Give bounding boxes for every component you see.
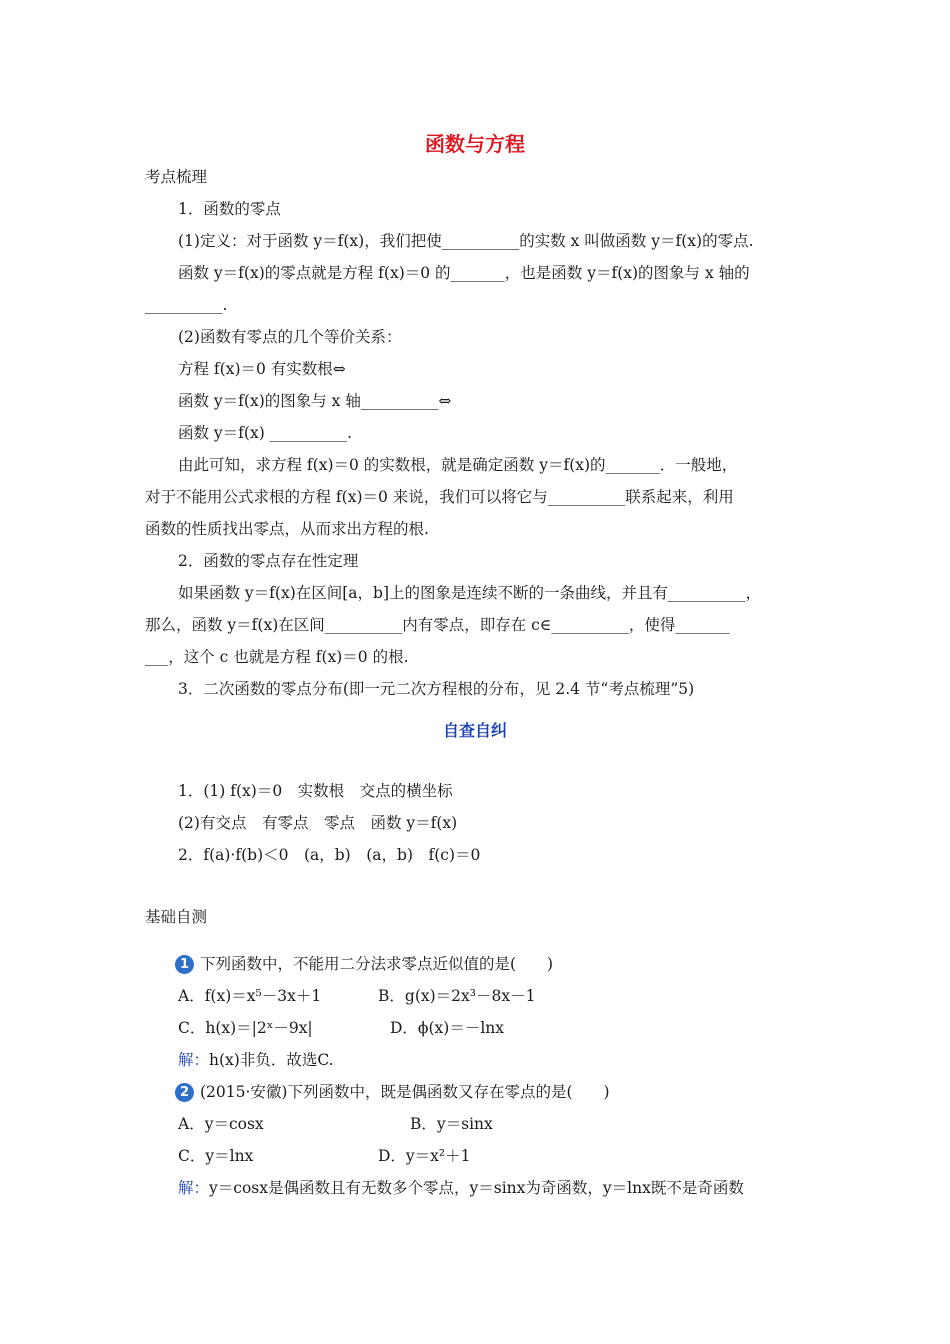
question-1	[175, 953, 553, 975]
self-check-title: 自查自纠	[442, 721, 507, 740]
text-line: 函数 y＝f(x)的图象与 x 轴__________⇔	[178, 392, 452, 410]
answer-line: (2)有交点 有零点 零点 函数 y＝f(x)	[178, 814, 458, 832]
text-line: 那么，函数 y＝f(x)在区间__________内有零点，即存在 c∈__________，使得_______	[145, 616, 730, 634]
heading-theorem: 2．函数的零点存在性定理	[178, 552, 359, 570]
option-b: B．y＝sinx	[410, 1115, 493, 1133]
heading-zero-point: 1．函数的零点	[178, 200, 281, 218]
solution-label: 解：	[178, 1179, 210, 1197]
solution-line	[178, 1177, 744, 1199]
section-basic-heading: 基础自测	[145, 908, 208, 926]
question-2	[175, 1081, 610, 1103]
answer-line: 1．(1) f(x)＝0 实数根 交点的横坐标	[178, 782, 453, 800]
section-review-heading: 考点梳理	[145, 168, 208, 186]
question-stem: 下列函数中，不能用二分法求零点近似值的是( )	[200, 955, 554, 973]
text-line: __________.	[145, 296, 228, 314]
option-d: D．ϕ(x)＝－lnx	[390, 1019, 505, 1037]
solution-label: 解：	[178, 1051, 210, 1069]
text-line: 方程 f(x)＝0 有实数根⇔	[178, 360, 346, 378]
text-line: 函数的性质找出零点，从而求出方程的根.	[145, 520, 429, 538]
text-line: 对于不能用公式求根的方程 f(x)＝0 来说，我们可以将它与__________联系起来，利用	[145, 488, 734, 506]
text-line: 函数 y＝f(x)的零点就是方程 f(x)＝0 的_______，也是函数 y＝f(x)的图象与 x 轴的	[178, 264, 750, 282]
text-line: ___，这个 c 也就是方程 f(x)＝0 的根.	[145, 648, 409, 666]
text-line: 由此可知，求方程 f(x)＝0 的实数根，就是确定函数 y＝f(x)的_______．一般地，	[178, 456, 738, 474]
option-d: D．y＝x²＋1	[378, 1147, 471, 1165]
text-line: 如果函数 y＝f(x)在区间[a，b]上的图象是连续不断的一条曲线，并且有__________，	[178, 584, 762, 602]
page-title: 函数与方程	[425, 132, 525, 156]
number-2-icon: 2	[175, 1083, 194, 1102]
question-stem: (2015·安徽)下列函数中，既是偶函数又存在零点的是( )	[200, 1083, 610, 1101]
text-line: (2)函数有零点的几个等价关系：	[178, 328, 402, 346]
definition-line: (1)定义：对于函数 y＝f(x)，我们把使__________的实数 x 叫做函数 y＝f(x)的零点.	[178, 232, 754, 250]
option-c: C．h(x)＝|2ˣ－9x|	[178, 1019, 313, 1037]
option-a: A．f(x)＝x⁵－3x＋1	[178, 987, 322, 1005]
option-b: B．g(x)＝2x³－8x－1	[378, 987, 536, 1005]
solution-text: y＝cosx是偶函数且有无数多个零点，y＝sinx为奇函数，y＝lnx既不是奇函数	[209, 1179, 744, 1197]
heading-quadratic: 3．二次函数的零点分布(即一元二次方程根的分布，见 2.4 节“考点梳理”5)	[178, 680, 695, 698]
text-line: 函数 y＝f(x) __________.	[178, 424, 353, 442]
number-1-icon: 1	[175, 955, 194, 974]
answer-line: 2．f(a)·f(b)＜0 (a，b) (a，b) f(c)＝0	[178, 846, 481, 864]
option-c: C．y＝lnx	[178, 1147, 254, 1165]
solution-line	[178, 1049, 334, 1071]
option-a: A．y＝cosx	[178, 1115, 264, 1133]
solution-text: h(x)非负．故选C.	[209, 1051, 334, 1069]
